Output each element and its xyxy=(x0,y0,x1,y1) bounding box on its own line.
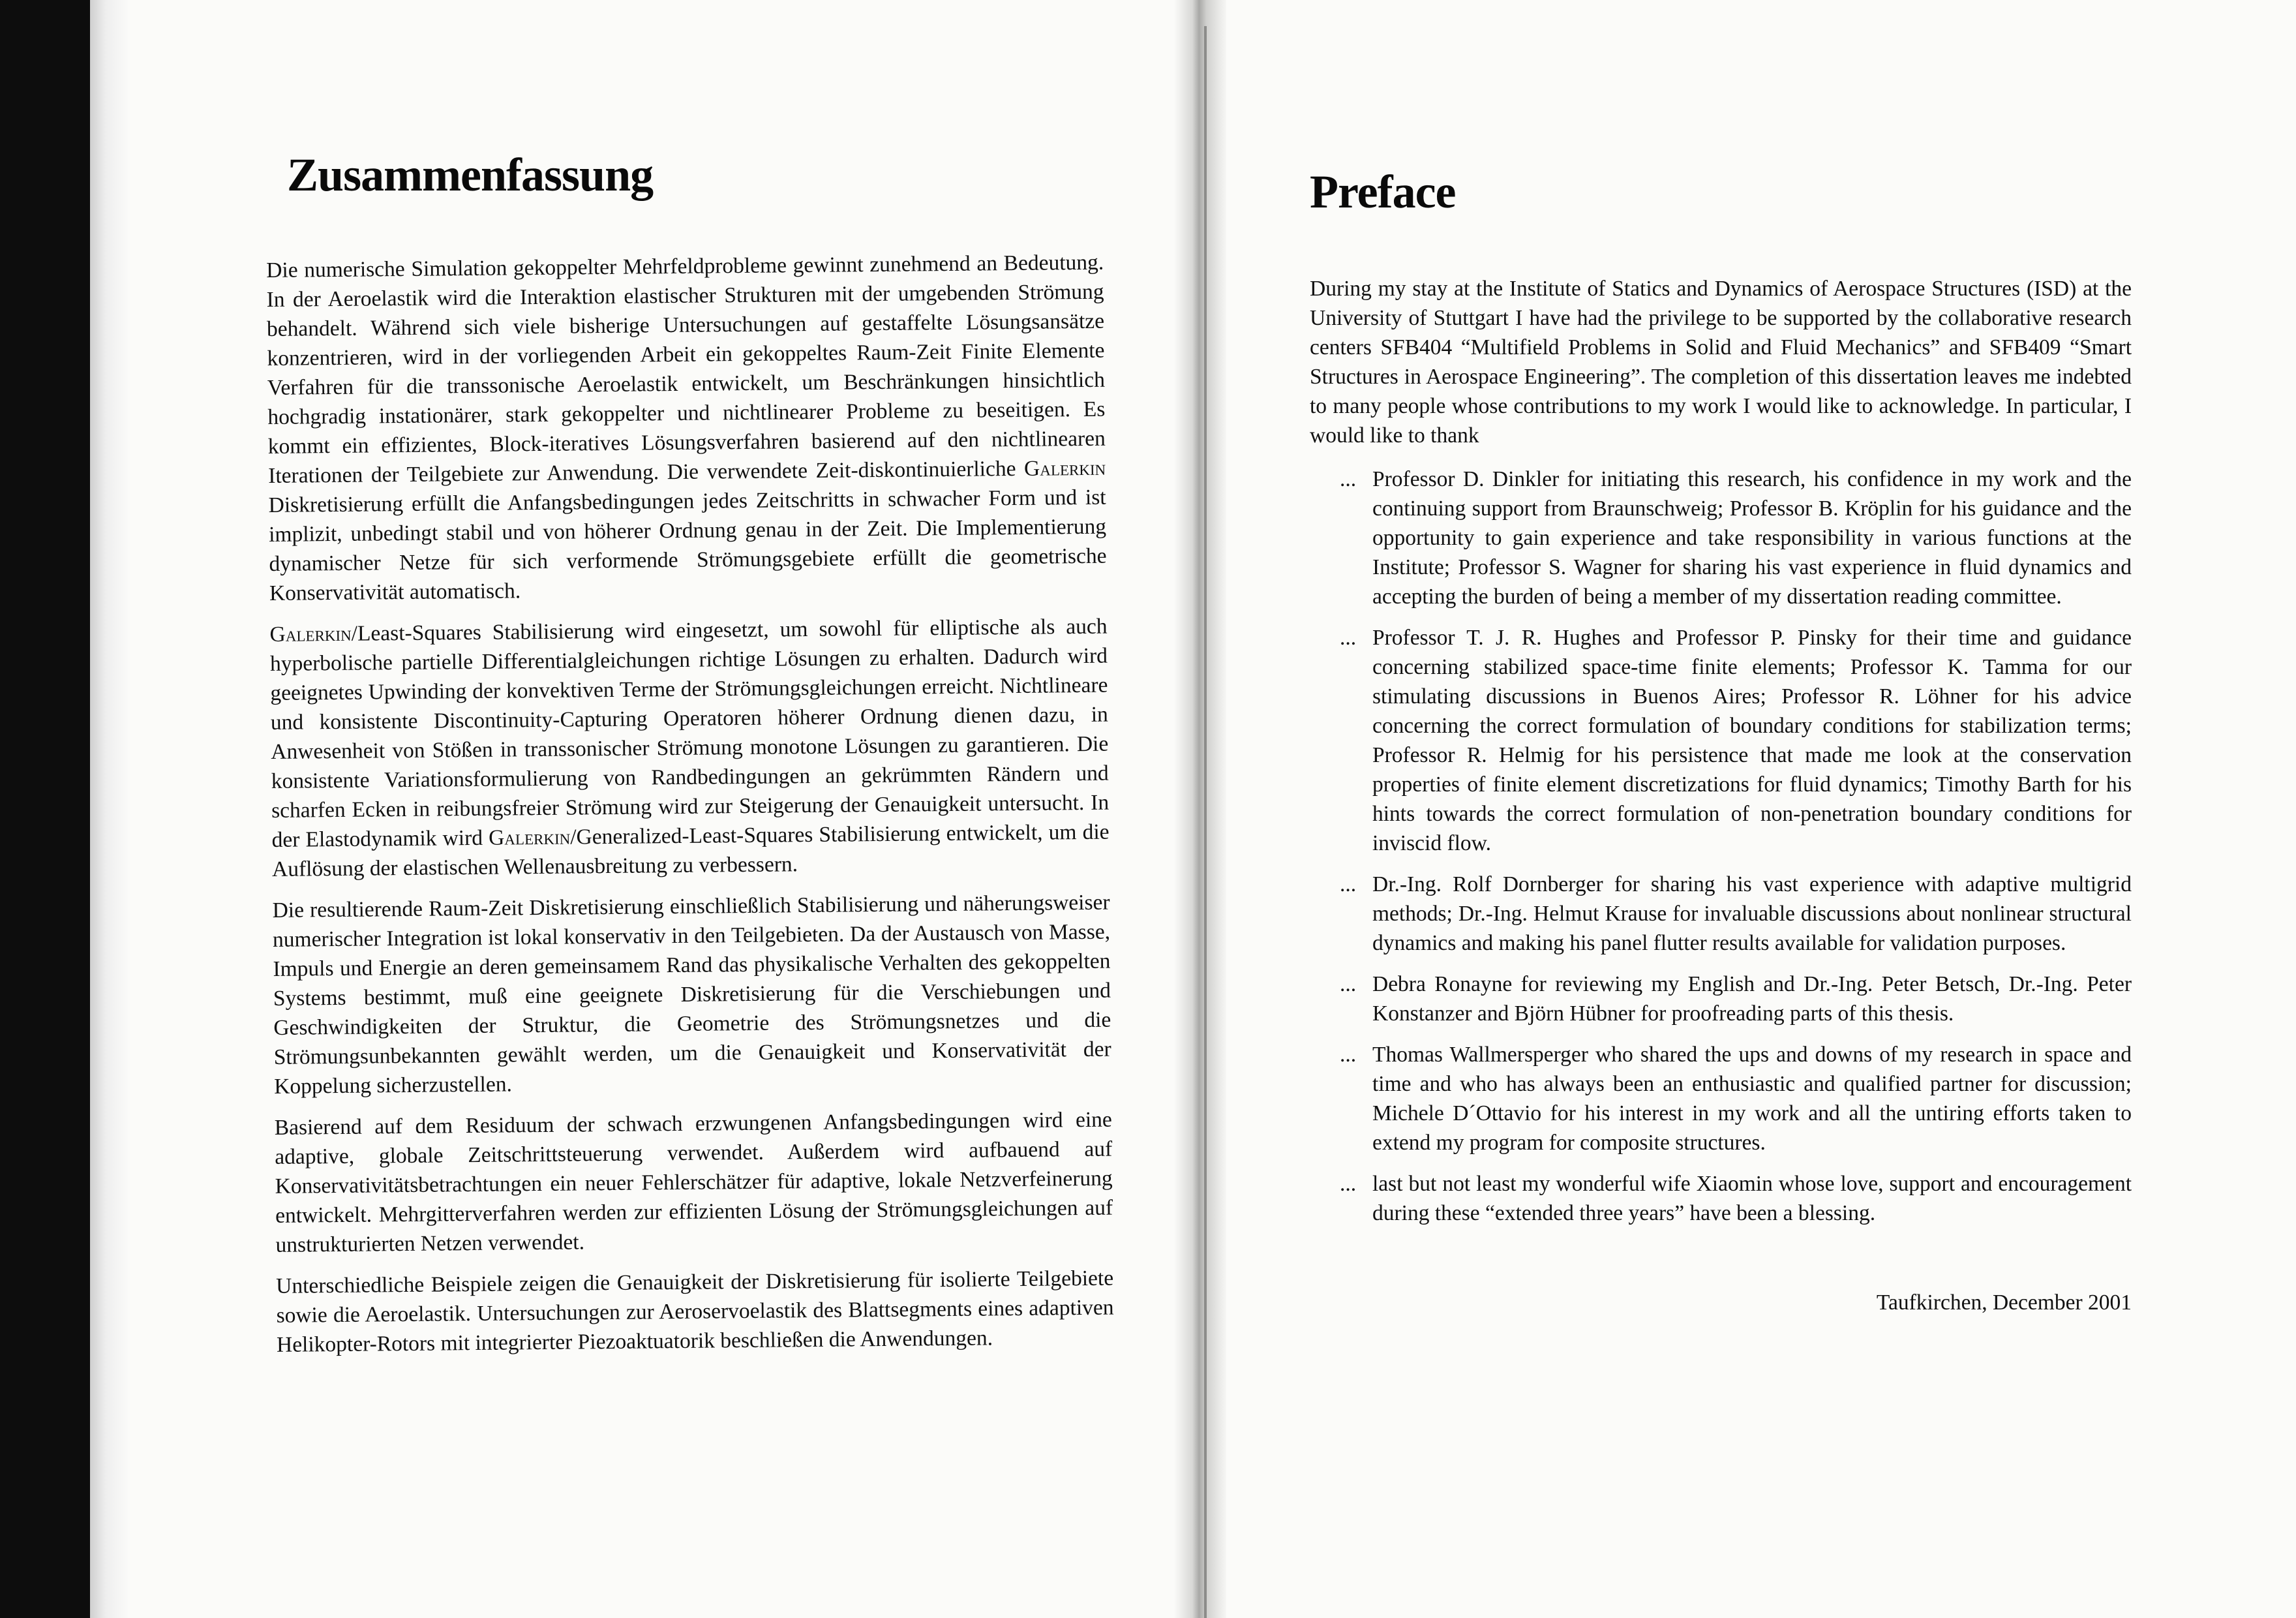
acknowledgement-item xyxy=(1310,623,2132,858)
smallcaps-term: Galerkin xyxy=(269,621,352,647)
preface-signoff: Taufkirchen, December 2001 xyxy=(1876,1290,2132,1315)
gutter-fold-line xyxy=(1204,26,1207,1618)
ellipsis-marker: ... xyxy=(1340,467,1357,491)
acknowledgement-item xyxy=(1310,1040,2132,1157)
zusammenfassung-paragraph xyxy=(275,1105,1113,1260)
scan-dark-edge xyxy=(0,0,90,1618)
acknowledgement-text: Professor D. Dinkler for initiating this research, his confidence in my work and the continuing support from Braunschweig; Professor B. Kröplin for his guidance and the opportunity to gain experience and take responsibility in various functions at the Institute; Professor S. Wagner for sharing his vast experience in fluid dynamics and accepting the burden of being a member of my dissertation reading committee. xyxy=(1372,467,2132,609)
acknowledgement-text: Professor T. J. R. Hughes and Professor P. Pinsky for their time and guidance concerning stabilized space-time finite elements; Professor K. Tamma for our stimulating discussions in Buenos Aires; Professor R. Löhner for his advice concerning the correct formulation of boundary conditions for stabilization terms; Professor R. Helmig for his persistence that made me look at the conservation properties of finite element discretizations for fluid dynamics; Timothy Barth for his hints towards the correct formulation of non-penetration boundary conditions for inviscid flow. xyxy=(1372,626,2132,855)
acknowledgement-text: last but not least my wonderful wife Xiaomin whose love, support and encouragement during these “extended three years” have been a blessing. xyxy=(1372,1172,2132,1225)
acknowledgement-item xyxy=(1310,870,2132,958)
scan-edge-shadow xyxy=(90,0,129,1618)
ellipsis-marker: ... xyxy=(1340,626,1357,650)
smallcaps-term: Galerkin xyxy=(488,825,571,850)
zusammenfassung-body xyxy=(266,248,1114,1371)
acknowledgement-text: Thomas Wallmersperger who shared the ups and downs of my research in space and time and who has always been an enthusiastic and qualified partner for discussion; Michele D´Ottavio for his interest in my work and all the untiring efforts taken to extend my program for composite structures. xyxy=(1372,1043,2132,1155)
right-page xyxy=(1305,0,2139,1618)
paragraph-text: Unterschiedliche Beispiele zeigen die Genauigkeit der Diskretisierung für isolierte Teilgebiete sowie die Aeroelastik. Untersuchungen zur Aeroservoelastik des Blattsegments eines adaptiven Helikopter-Rotors mit integrierter Piezoaktuatorik beschließen die Anwendungen. xyxy=(275,1266,1114,1357)
acknowledgement-item xyxy=(1310,969,2132,1028)
paragraph-text: Die resultierende Raum-Zeit Diskretisierung einschließlich Stabilisierung und näherungsweiser numerischer Integration ist lokal konservativ in den Teilgebieten. Da der Austausch von Masse, Impuls und Energie an deren gemeinsamem Rand das physikalische Verhalten des gekoppelten Systems bestimmt, muß eine geeignete Diskretisierung für die Verschiebungen und Geschwindigkeiten der Struktur, die Geometrie des Strömungsnetzes und die Strömungsunbekannten gewählt werden, um die Genauigkeit und Konservativität der Koppelung sicherzustellen. xyxy=(272,890,1111,1099)
acknowledgement-list xyxy=(1310,465,2132,1228)
zusammenfassung-paragraph xyxy=(272,888,1111,1101)
paragraph-text: Basierend auf dem Residuum der schwach erzwungenen Anfangsbedingungen wird eine adaptive, globale Zeitschrittsteuerung verwendet. Außerdem wird aufbauend auf Konservativitätsbetrachtungen ein neuer Fehlerschätzer für adaptive, lokale Netzverfeinerung entwickelt. Mehrgitterverfahren werden zur effizienten Lösung der Strömungsgleichungen auf unstrukturierten Netzen verwendet. xyxy=(274,1107,1113,1257)
ellipsis-marker: ... xyxy=(1340,1172,1357,1196)
preface-body xyxy=(1310,274,2132,1339)
acknowledgement-text: Dr.-Ing. Rolf Dornberger for sharing his vast experience with adaptive multigrid methods; Dr.-Ing. Helmut Krause for invaluable discussions about nonlinear structural dynamics and making his panel flutter results available for validation purposes. xyxy=(1372,872,2132,955)
smallcaps-term: Galerkin xyxy=(1023,455,1106,481)
ellipsis-marker: ... xyxy=(1340,1043,1357,1067)
book-gutter xyxy=(1174,0,1226,1618)
acknowledgement-item xyxy=(1310,465,2132,611)
preface-intro: During my stay at the Institute of Statics and Dynamics of Aerospace Structures (ISD) at the University of Stuttgart I have had the privilege to be supported by the collaborative research centers SFB404 “Multifield Problems in Solid and Fluid Mechanics” and SFB409 “Smart Structures in Aerospace Engineering”. The completion of this dissertation leaves me indebted to many people whose contributions to my work I would like to acknowledge. In particular, I would like to thank xyxy=(1310,277,2132,448)
left-page xyxy=(261,0,1114,1618)
zusammenfassung-heading: Zusammenfassung xyxy=(287,149,654,201)
zusammenfassung-paragraph xyxy=(269,612,1110,884)
acknowledgement-item xyxy=(1310,1169,2132,1228)
acknowledgement-text: Debra Ronayne for reviewing my English and Dr.-Ing. Peter Betsch, Dr.-Ing. Peter Konstanzer and Björn Hübner for proofreading parts of this thesis. xyxy=(1372,972,2132,1026)
paragraph-text: /Generalized-Least-Squares Stabilisierung entwickelt, um die Auflösung der elastischen Wellenausbreitung zu verbessern. xyxy=(271,819,1110,881)
preface-heading: Preface xyxy=(1310,166,1456,218)
zusammenfassung-paragraph xyxy=(266,248,1107,608)
ellipsis-marker: ... xyxy=(1340,872,1357,896)
paragraph-text: Diskretisierung erfüllt die Anfangsbedingungen jedes Zeitschritts in schwacher Form und ist implizit, unbedingt stabil und von höherer Ordnung genau in der Zeit. Die Implementierung dynamischer Netze für sich verformende Strömungsgebiete erfüllt die geometrische Konservativität automatisch. xyxy=(268,485,1107,605)
ellipsis-marker: ... xyxy=(1340,972,1357,996)
zusammenfassung-paragraph xyxy=(276,1264,1114,1360)
paragraph-text: /Least-Squares Stabilisierung wird eingesetzt, um sowohl für elliptische als auch hyperbolische partielle Differentialgleichungen richtige Lösungen zu erhalten. Dadurch wird geeignetes Upwinding der konvektiven Terme der Strömungsgleichungen erreicht. Nichtlineare und konsistente Discontinuity-Capturing Operatoren höherer Ordnung dienen dazu, in Anwesenheit von Stößen in transsonischer Strömung monotone Lösungen zu garantieren. Die konsistente Variationsformulierung von Randbedingungen an gekrümmten Rändern und scharfen Ecken in reibungsfreier Strömung wird zur Steigerung der Genauigkeit untersucht. In der Elastodynamik wird xyxy=(269,614,1110,852)
paragraph-text: Die numerische Simulation gekoppelter Mehrfeldprobleme gewinnt zunehmend an Bedeutung. In der Aeroelastik wird die Interaktion elastischer Strukturen mit der umgebenden Strömung behandelt. Während sich viele bisherige Untersuchungen auf gestaffelte Lösungsansätze konzentrieren, wird in der vorliegenden Arbeit ein gekoppeltes Raum-Zeit Finite Elemente Verfahren für die transsonische Aeroelastik entwickelt, um Beschränkungen hinsichtlich hochgradig instationärer, stark gekoppelter und nichtlinearer Probleme zu beseitigen. Es kommt ein effizientes, Block-iteratives Lösungsverfahren basierend auf den nichtlinearen Iterationen der Teilgebiete zur Anwendung. Die verwendete Zeit-diskontinuierliche xyxy=(266,250,1106,488)
